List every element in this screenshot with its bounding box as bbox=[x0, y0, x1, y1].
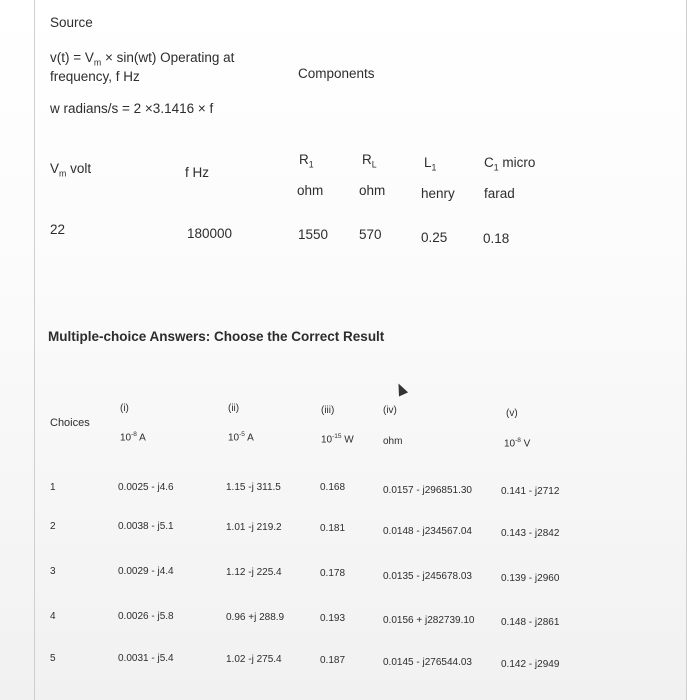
l1-header: $L_1$ bbox=[424, 155, 437, 173]
cell-iii: 0.187 bbox=[320, 655, 346, 666]
omega-formula: w radians/s = 2 ×3.1416 × f bbox=[50, 101, 214, 116]
cell-v: 0.142 - j2949 bbox=[501, 659, 560, 670]
choices-label: Choices bbox=[50, 417, 90, 429]
cell-iii: 0.193 bbox=[320, 613, 346, 624]
cell-v: 0.141 - j2712 bbox=[501, 486, 560, 497]
cell-v: 0.148 - j2861 bbox=[501, 617, 560, 628]
cell-iv: 0.0157 - j296851.30 bbox=[383, 485, 472, 496]
cell-ii: 1.15 -j 311.5 bbox=[226, 482, 281, 493]
r1-unit: ohm bbox=[297, 183, 324, 198]
cell-ii: 0.96 +j 288.9 bbox=[226, 612, 285, 623]
c1-header: $C_1$ micro bbox=[484, 155, 536, 173]
cell-i: 0.0038 - j5.1 bbox=[118, 521, 174, 532]
mc-heading: Multiple-choice Answers: Choose the Correct Result bbox=[48, 329, 385, 344]
rl-header: $R_L$ bbox=[362, 152, 377, 170]
row-number: 1 bbox=[50, 482, 56, 493]
col-ii-label: (ii) bbox=[228, 403, 240, 414]
cell-ii: 1.02 -j 275.4 bbox=[226, 654, 282, 665]
col-iv-unit: ohm bbox=[383, 436, 403, 447]
cell-v: 0.143 - j2842 bbox=[501, 528, 560, 539]
fhz-header: f Hz bbox=[185, 165, 210, 180]
col-i-label: (i) bbox=[120, 403, 129, 414]
l1-value: 0.25 bbox=[421, 230, 448, 245]
cell-iv: 0.0135 - j245678.03 bbox=[383, 571, 472, 582]
col-iv-label: (iv) bbox=[383, 405, 397, 416]
cell-i: 0.0025 - j4.6 bbox=[118, 482, 174, 493]
col-iii-unit: $10^{-15}$ W bbox=[321, 433, 354, 446]
cell-ii: 1.12 -j 225.4 bbox=[226, 567, 282, 578]
row-number: 5 bbox=[50, 653, 56, 664]
cell-iv: 0.0156 + j282739.10 bbox=[383, 615, 475, 626]
col-i-unit: $10^{-8}$ A bbox=[120, 431, 146, 444]
cell-i: 0.0029 - j4.4 bbox=[118, 566, 174, 577]
cell-iii: 0.181 bbox=[320, 523, 346, 534]
row-number: 3 bbox=[50, 566, 56, 577]
col-v-unit: $10^{-8}$ V bbox=[504, 437, 531, 450]
cell-iv: 0.0145 - j276544.03 bbox=[383, 657, 472, 668]
cell-i: 0.0031 - j5.4 bbox=[118, 653, 174, 664]
cell-ii: 1.01 -j 219.2 bbox=[226, 522, 282, 533]
f-value: 180000 bbox=[187, 226, 233, 241]
cell-i: 0.0026 - j5.8 bbox=[118, 611, 174, 622]
source-equation: $v(t) = V_m \times \sin(wt)$ Operating at bbox=[50, 50, 235, 68]
rl-unit: ohm bbox=[359, 183, 386, 198]
col-v-label: (v) bbox=[506, 408, 518, 419]
cell-iii: 0.168 bbox=[320, 482, 346, 493]
components-label: Components bbox=[298, 66, 375, 81]
r1-header: $R_1$ bbox=[299, 152, 314, 170]
row-number: 2 bbox=[50, 521, 56, 532]
l1-unit: henry bbox=[421, 186, 455, 201]
col-iii-label: (iii) bbox=[321, 405, 335, 416]
cell-iv: 0.0148 - j234567.04 bbox=[383, 526, 472, 537]
rl-value: 570 bbox=[359, 227, 382, 242]
source-frequency-line: frequency, f Hz bbox=[50, 69, 140, 84]
c1-unit: farad bbox=[484, 186, 515, 201]
r1-value: 1550 bbox=[298, 227, 329, 242]
cell-v: 0.139 - j2960 bbox=[501, 573, 560, 584]
row-number: 4 bbox=[50, 611, 56, 622]
c1-value: 0.18 bbox=[483, 231, 510, 246]
source-label: Source bbox=[50, 15, 93, 30]
cell-iii: 0.178 bbox=[320, 568, 346, 579]
vm-header: $V_m$ volt bbox=[50, 161, 92, 179]
col-ii-unit: $10^{-5}$ A bbox=[228, 431, 254, 444]
vm-value: 22 bbox=[50, 222, 66, 237]
